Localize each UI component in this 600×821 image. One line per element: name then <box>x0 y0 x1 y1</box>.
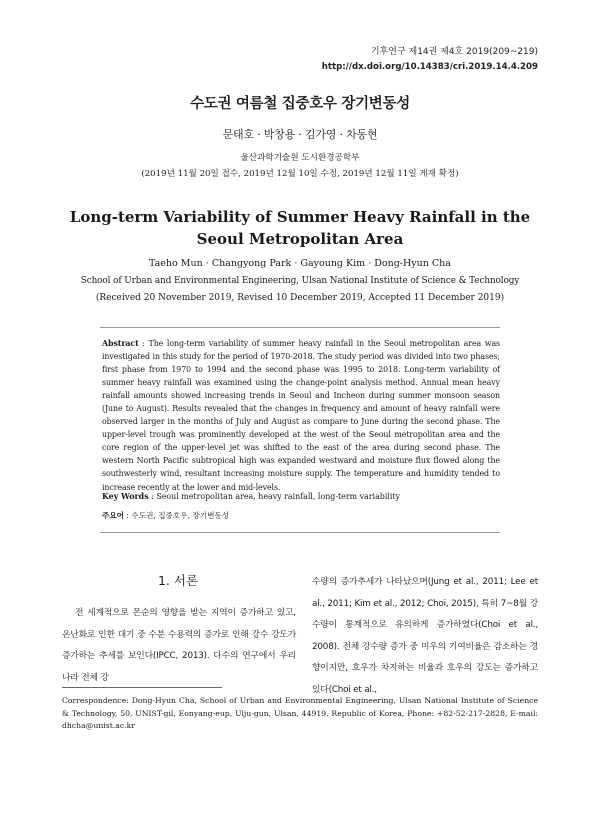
korean-keywords-text: : 수도권, 집중호우, 장기변동성 <box>124 511 230 520</box>
body-left-text: 전 세계적으로 몬순의 영향을 받는 지역이 증가하고 있고, 온난화로 인한 대기 중 수분 수용력의 증가로 인해 강수 강도가 증가하는 추세를 보인다(IPCC, 2013). 다수의 연구에서 우리나라 전체 강 <box>62 608 296 683</box>
korean-title: 수도권 여름철 집중호우 장기변동성 <box>190 96 410 112</box>
abstract-label: Abstract <box>102 339 139 348</box>
abstract-text: : The long-term variability of summer heavy rainfall in the Seoul metropolitan area was investigated in this study for the period of 1970-2018. The study period was divided into two phases; first phase from 1970 to 1994 and the second phase was 1995 to 2018. Long-term variability of summer heavy rainfall was examined using the change-point analysis method. Annual mean heavy rainfall amounts showed increasing trends in Seoul and Incheon during summer monsoon season (June to August). Results revealed that the changes in frequency and amount of heavy rainfall were observed larger in the months of July and August as compare to June during the second phase. The upper-level trough was prominently developed at the west of the Seoul metropolitan area and the core region of the upper-level jet was shifted to the east of the area during second phase. The western North Pacific subtropical high was expanded westward and moisture flux flowed along the southwesterly wind, resultant increasing moisture supply. The temperature and humidity tended to increase recently at the lower and mid-levels. <box>102 339 500 492</box>
footnote-rule <box>62 687 222 688</box>
keywords-text: : Seoul metropolitan area, heavy rainfall, long-term variability <box>148 492 401 501</box>
korean-authors: 문태호 · 박창용 · 김가영 · 차동현 <box>222 128 378 141</box>
section-title: 1. 서론 <box>157 573 199 588</box>
english-dates: (Received 20 November 2019, Revised 10 December 2019, Accepted 11 December 2019) <box>95 293 505 303</box>
korean-keywords-label: 주요어 <box>102 511 125 520</box>
body-right-column: 수량의 증가추세가 나타났으며(Jung et al., 2011; Lee et al., 2011; Kim et al., 2012; Choi, 2015), 특히 7~8월 강수량이 통계적으로 유의하게 증가하였다(Choi et al., 2008). 전체 강수량 증가 중 미우의 기여비율은 감소하는 경향이지만, 호우가 차지하는 비율과 호우의 강도는 증가하고 있다(Choi et al., <box>312 577 538 695</box>
journal-info <box>322 45 538 75</box>
abstract-top-rule <box>100 327 500 328</box>
abstract-bottom-rule <box>100 532 500 533</box>
english-title: Long-term Variability of Summer Heavy Rainfall in the Seoul Metropolitan Area <box>69 208 531 248</box>
doi-link[interactable]: http://dx.doi.org/10.14383/cri.2019.14.4.209 <box>321 62 538 72</box>
abstract <box>102 337 500 494</box>
body-left-column <box>62 603 296 689</box>
english-authors: Taeho Mun · Changyong Park · Gayoung Kim · Dong-Hyun Cha <box>149 258 451 269</box>
correspondence-footnote: Correspondence: Dong-Hyun Cha, School of Urban and Environmental Engineering, Ulsan National Institute of Science & Technology, 50, UNIST-gil, Eonyang-eup, Ulju-gun, Ulsan, 44919, Republic of Korea, Phone: +82-52-217-2828, E-mail: dhcha@unist.ac.kr <box>62 696 538 730</box>
korean-affiliation: 울산과학기술원 도시환경공학부 <box>240 153 360 163</box>
journal-issue: 기후연구 제14권 제4호 2019(209~219) <box>370 47 538 57</box>
korean-keywords <box>102 510 500 522</box>
korean-dates: (2019년 11월 20일 접수, 2019년 12월 10일 수정, 2019년 12월 11일 게재 확정) <box>141 169 459 179</box>
keywords <box>102 491 500 503</box>
english-affiliation: School of Urban and Environmental Engineering, Ulsan National Institute of Science & Technology <box>80 276 520 286</box>
keywords-label: Key Words <box>102 492 149 501</box>
